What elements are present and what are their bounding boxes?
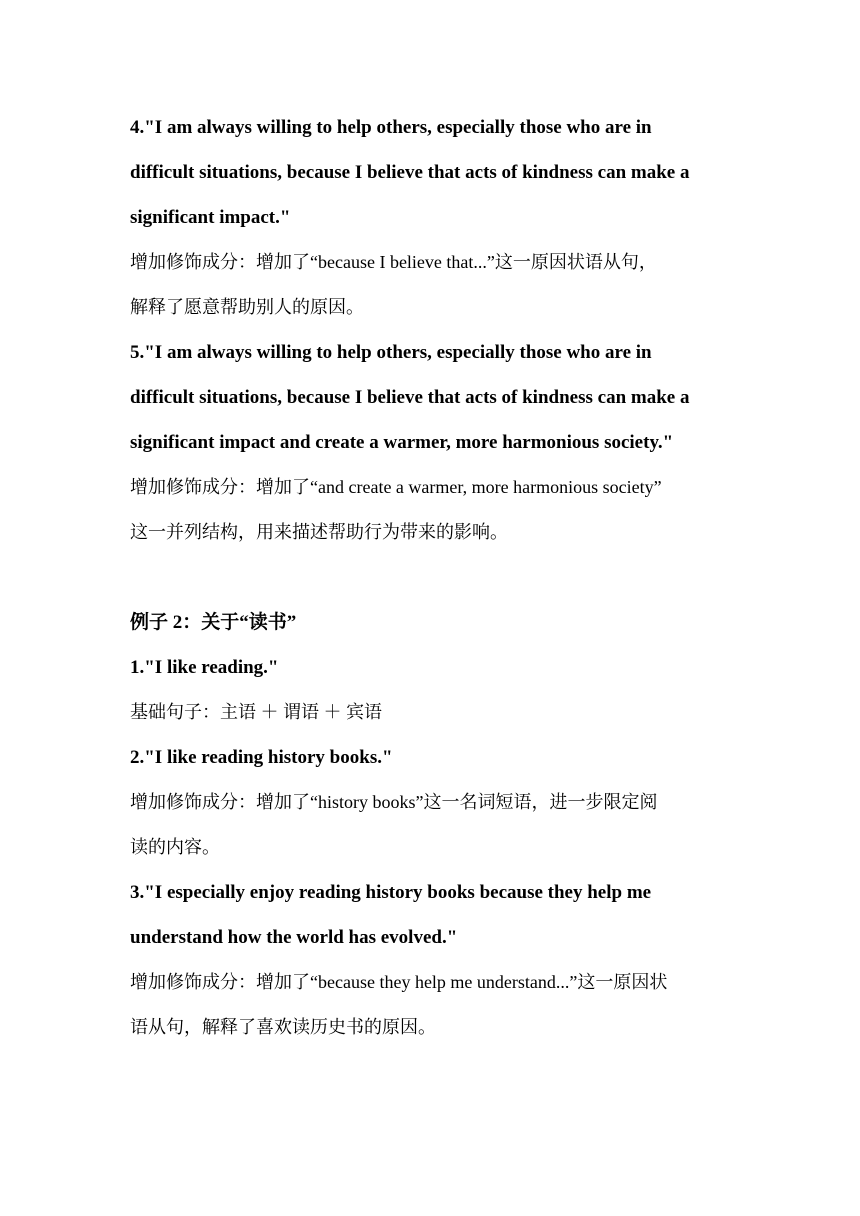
- item-5-sentence-line-1: 5."I am always willing to help others, especially those who are in: [130, 342, 652, 363]
- ex2-item-3-sentence-line-2: understand how the world has evolved.": [130, 927, 458, 948]
- ex2-item-3-note-line-2: 语从句，解释了喜欢读历史书的原因。: [130, 1017, 436, 1037]
- ex2-item-1-sentence: 1."I like reading.": [130, 657, 279, 678]
- example-2-heading: 例子 2：关于“读书”: [130, 612, 297, 633]
- item-4-sentence-line-1: 4."I am always willing to help others, especially those who are in: [130, 117, 652, 138]
- ex2-item-2-note-line-1: 增加修饰成分：增加了“history books”这一名词短语，进一步限定阅: [130, 792, 658, 812]
- item-5-sentence-line-3: significant impact and create a warmer, more harmonious society.": [130, 432, 674, 453]
- ex2-item-2-sentence: 2."I like reading history books.": [130, 747, 393, 768]
- item-4-note-line-1: 增加修饰成分：增加了“because I believe that...”这一原因状语从句，: [130, 252, 657, 272]
- ex2-item-2-note-line-2: 读的内容。: [130, 837, 220, 857]
- item-5-note-line-1: 增加修饰成分：增加了“and create a warmer, more harmonious society”: [130, 477, 662, 497]
- item-5-sentence-line-2: difficult situations, because I believe that acts of kindness can make a: [130, 387, 690, 408]
- item-4-sentence-line-2: difficult situations, because I believe that acts of kindness can make a: [130, 162, 690, 183]
- ex2-item-3-sentence-line-1: 3."I especially enjoy reading history books because they help me: [130, 882, 652, 903]
- item-5-note-line-2: 这一并列结构，用来描述帮助行为带来的影响。: [130, 522, 508, 542]
- section-spacer: [130, 555, 740, 600]
- document-content: [130, 105, 740, 1050]
- item-4-note-line-2: 解释了愿意帮助别人的原因。: [130, 297, 364, 317]
- ex2-item-1-note: 基础句子：主语 ＋ 谓语 ＋ 宾语: [130, 702, 382, 722]
- item-4-sentence-line-3: significant impact.": [130, 207, 291, 228]
- ex2-item-3-note-line-1: 增加修饰成分：增加了“because they help me understand...”这一原因状: [130, 972, 668, 992]
